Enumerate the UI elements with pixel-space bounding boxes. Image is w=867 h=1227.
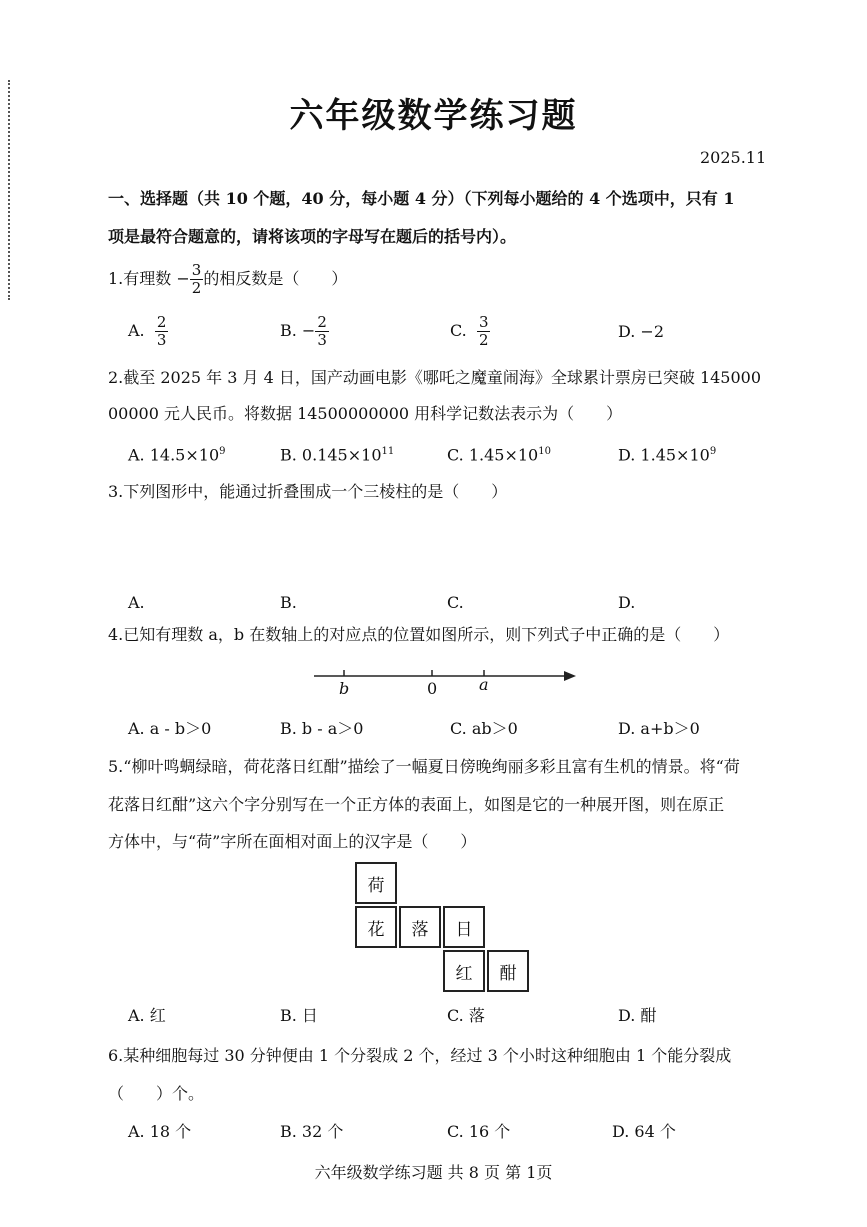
page-footer: 六年级数学练习题 共 8 页 第 1页 xyxy=(314,1163,553,1182)
q6-option-c[interactable]: C. 16 个 xyxy=(447,1122,511,1141)
net-cell-ri: 日 xyxy=(443,906,485,948)
net-cell-hua: 花 xyxy=(355,906,397,948)
question-5-line2: 花落日红酣”这六个字分别写在一个正方体的表面上，如图是它的一种展开图，则在原正 xyxy=(108,795,725,814)
q3-option-d[interactable]: D. xyxy=(618,593,636,612)
question-6-line1: 6.某种细胞每过 30 分钟便由 1 个分裂成 2 个，经过 3 个小时这种细胞由 1 个能分裂成 xyxy=(108,1046,732,1065)
q1-option-a[interactable]: A. $\frac{2}{3}$ xyxy=(128,313,167,349)
question-1 xyxy=(108,262,347,297)
section-header-line2: 项是最符合题意的，请将该项的字母写在题后的括号内）。 xyxy=(108,227,517,246)
net-cell-hong: 红 xyxy=(443,950,485,992)
q1-option-c[interactable]: C. $\frac{3}{2}$ xyxy=(450,313,489,349)
q3-option-a[interactable]: A. xyxy=(128,593,145,612)
question-5-line1: 5.“柳叶鸣蜩绿暗，荷花落日红酣”描绘了一幅夏日傍晚绚丽多彩且富有生机的情景。将“荷 xyxy=(108,757,740,776)
q2-option-a[interactable]: A. $14.5\times 10^9$ xyxy=(128,445,226,465)
q5-option-c[interactable]: C. 落 xyxy=(447,1006,485,1025)
question-2-line1: 2.截至 2025 年 3 月 4 日，国产动画电影《哪吒之魔童闹海》全球累计票房已突破 145000 xyxy=(108,368,762,387)
q2-option-c[interactable]: C. $1.45\times 10^{10}$ xyxy=(447,445,551,465)
exam-date: 2025.11 xyxy=(700,148,767,167)
cube-net xyxy=(355,862,535,994)
question-4: 4.已知有理数 a，b 在数轴上的对应点的位置如图所示，则下列式子中正确的是（ ） xyxy=(108,625,730,644)
q5-option-b[interactable]: B. 日 xyxy=(280,1006,318,1025)
number-line-label-0: 0 xyxy=(427,679,438,698)
q6-option-d[interactable]: D. 64 个 xyxy=(612,1122,676,1141)
q3-option-b[interactable]: B. xyxy=(280,593,297,612)
q2-option-b[interactable]: B. $0.145\times 10^{11}$ xyxy=(280,445,395,465)
q1-option-b[interactable]: B. − $\frac{2}{3}$ xyxy=(280,313,327,349)
q1-option-d[interactable]: D. −2 xyxy=(618,322,665,341)
net-cell-he: 荷 xyxy=(355,862,397,904)
q4-option-c[interactable]: C. ab＞0 xyxy=(450,719,518,738)
q1-prefix: 1.有理数 − xyxy=(108,269,190,288)
q4-option-d[interactable]: D. a+b＞0 xyxy=(618,719,700,738)
net-cell-luo: 落 xyxy=(399,906,441,948)
q5-option-a[interactable]: A. 红 xyxy=(128,1006,166,1025)
q5-option-d[interactable]: D. 酣 xyxy=(618,1006,657,1025)
number-line-label-a: a xyxy=(479,675,489,694)
q4-option-a[interactable]: A. a - b＞0 xyxy=(128,719,212,738)
question-2-line2: 00000 元人民币。将数据 14500000000 用科学记数法表示为（ ） xyxy=(108,404,623,423)
q2-option-d[interactable]: D. $1.45\times 10^9$ xyxy=(618,445,717,465)
net-cell-han: 酣 xyxy=(487,950,529,992)
question-3: 3.下列图形中，能通过折叠围成一个三棱柱的是（ ） xyxy=(108,482,508,501)
question-6-line2: （ ）个。 xyxy=(108,1084,205,1103)
q4-option-b[interactable]: B. b - a＞0 xyxy=(280,719,364,738)
number-line-label-b: b xyxy=(339,679,350,698)
page-title: 六年级数学练习题 xyxy=(289,96,578,136)
section-header-line1: 一、选择题（共 10 个题，40 分，每小题 4 分）（下列每小题给的 4 个选项中，只有 1 xyxy=(108,189,735,208)
question-5-line3: 方体中，与“荷”字所在面相对面上的汉字是（ ） xyxy=(108,832,477,851)
q6-option-b[interactable]: B. 32 个 xyxy=(280,1122,344,1141)
q3-option-c[interactable]: C. xyxy=(447,593,464,612)
q6-option-a[interactable]: A. 18 个 xyxy=(128,1122,192,1141)
q1-suffix: 的相反数是（ ） xyxy=(203,269,348,288)
q1-fraction: $\frac{3}{2}$ xyxy=(191,261,202,297)
